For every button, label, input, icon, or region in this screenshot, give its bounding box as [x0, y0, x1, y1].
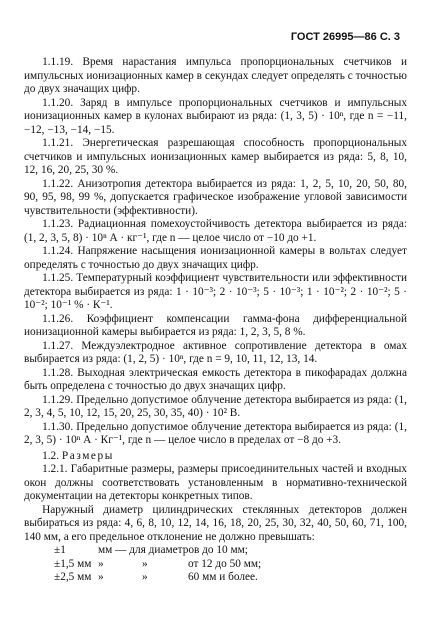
ditto-mark: » [98, 571, 104, 583]
clause-1-1-24: 1.1.24. Напряжение насыщения ионизационной камеры в вольтах следует определять с точностью до двух значащих цифр. [24, 245, 407, 271]
tolerance-value: ±2,5 мм [54, 571, 92, 583]
clause-1-1-20: 1.1.20. Заряд в импульсе пропорциональных счетчиков и импульсных ионизационных камер в кулонах выбирают из ряда: (1, 3, 5) · 10ⁿ, где n = −11, −12, −13, −14, −15. [24, 96, 407, 136]
ditto-mark: » [98, 557, 104, 570]
tolerance-value: ±1,5 мм [54, 557, 92, 570]
clause-1-1-21: 1.1.21. Энергетическая разрешающая способность пропорциональных счетчиков и импульсных ионизационных камер выбирается из ряда: 5, 8, 10, 12, 16, 20, 25, 30 %. [24, 137, 407, 176]
clause-1-1-19: 1.1.19. Время нарастания импульса пропорциональных счетчиков и импульсных ионизационных камер в секундах следует определять с точностью до двух значащих цифр. [24, 56, 407, 95]
clause-1-1-26: 1.1.26. Коэффициент компенсации гамма-фона дифференциальной ионизационной камеры выбирается из ряда: 1, 2, 3, 5, 8 %. [24, 312, 407, 338]
tolerance-value: ±1 [54, 544, 66, 556]
page-header: ГОСТ 26995—86 С. 3 [290, 31, 400, 43]
clause-1-1-29: 1.1.29. Предельно допустимое облучение детектора выбирается из ряда: (1, 2, 3, 4, 5, 10, 12, 15, 20, 25, 30, 35, 40) · 10² В. [24, 393, 407, 419]
section-title: Размеры [61, 449, 114, 462]
table-row [54, 544, 261, 558]
clause-1-1-23: 1.1.23. Радиационная помехоустойчивость детектора выбирается из ряда: (1, 2, 3, 5, 8) · 10ⁿ А · кг⁻¹, где n — целое число от −10 до +1. [24, 218, 407, 244]
tolerance-range: 60 мм и более. [188, 571, 258, 583]
ditto-mark: » [142, 557, 148, 570]
document-body [24, 56, 407, 585]
table-row [54, 571, 261, 585]
ditto-mark: » [142, 571, 148, 583]
tolerance-range: от 12 до 50 мм; [188, 557, 262, 570]
clause-1-1-30: 1.1.30. Предельно допустимое облучение детектора выбирается из ряда: (1, 2, 3, 5) · 10ⁿ А · Кг⁻¹, где n — целое число в пределах от −8 до +3. [24, 420, 407, 446]
tolerance-table [54, 544, 261, 585]
clause-1-1-25: 1.1.25. Температурный коэффициент чувствительности или эффективности детектора выбирается из ряда: 1 · 10⁻³; 2 · 10⁻³; 5 · 10⁻³; 1 · 10⁻²; 2 · 10⁻²; 5 · 10⁻²; 10⁻¹ % · К⁻¹. [24, 272, 407, 311]
clause-1-1-28: 1.1.28. Выходная электрическая емкость детектора в пикофарадах должна быть определена с точностью до двух значащих цифр. [24, 366, 407, 392]
table-row [54, 558, 261, 572]
clause-1-1-27: 1.1.27. Междуэлектродное активное сопротивление детектора в омах выбирается из ряда: (1, 2, 5) · 10ⁿ, где n = 9, 10, 11, 12, 13, 14. [24, 339, 407, 365]
paragraph-diameter: Наружный диаметр цилиндрических стеклянных детекторов должен выбираться из ряда: 4, 6, 8, 10, 12, 14, 16, 18, 20, 25, 30, 32, 40, 50, 60, 71, 100, 140 мм, а его предельное отклонение не должно превышать: [24, 503, 407, 543]
clause-1-1-22: 1.1.22. Анизотропия детектора выбирается из ряда: 1, 2, 5, 10, 20, 50, 80, 90, 95, 98, 99 %, допускается графическое изображение угловой зависимости чувствительности (эффективности). [24, 177, 407, 217]
tolerance-range: мм — для диаметров до 10 мм; [98, 544, 248, 556]
clause-1-2-1: 1.2.1. Габаритные размеры, размеры присоединительных частей и входных окон должны соответствовать установленным в нормативно-технической документации на детекторы конкретных типов. [24, 463, 407, 502]
section-heading [24, 450, 407, 464]
section-number: 1.2. [42, 449, 60, 462]
